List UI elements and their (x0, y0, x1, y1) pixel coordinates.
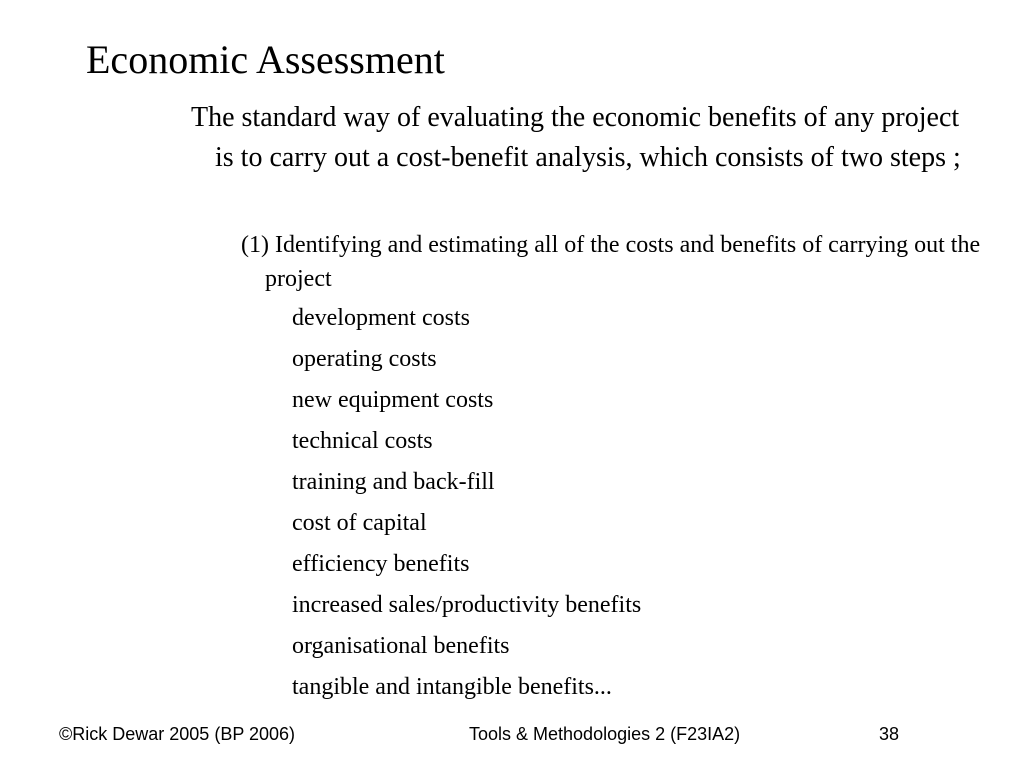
cost-benefit-list (292, 298, 641, 708)
list-item: cost of capital (292, 510, 427, 536)
list-item: development costs (292, 305, 470, 331)
list-item: organisational benefits (292, 633, 510, 659)
intro-paragraph: The standard way of evaluating the economic benefits of any project is to carry out a cost-benefit analysis, which consists of two steps ; (191, 102, 961, 173)
list-item: efficiency benefits (292, 551, 470, 577)
list-item: tangible and intangible benefits... (292, 674, 612, 700)
list-item: training and back-fill (292, 469, 495, 495)
footer-copyright: ©Rick Dewar 2005 (BP 2006) (59, 724, 296, 744)
slide-title: Economic Assessment (86, 37, 445, 82)
footer-course: Tools & Methodologies 2 (F23IA2) (469, 724, 741, 744)
step-one: (1) Identifying and estimating all of the costs and benefits of carrying out the project (241, 232, 981, 292)
list-item: new equipment costs (292, 387, 494, 413)
list-item: technical costs (292, 428, 433, 454)
list-item: operating costs (292, 346, 437, 372)
footer-page-number: 38 (879, 724, 900, 744)
list-item: increased sales/productivity benefits (292, 592, 642, 618)
